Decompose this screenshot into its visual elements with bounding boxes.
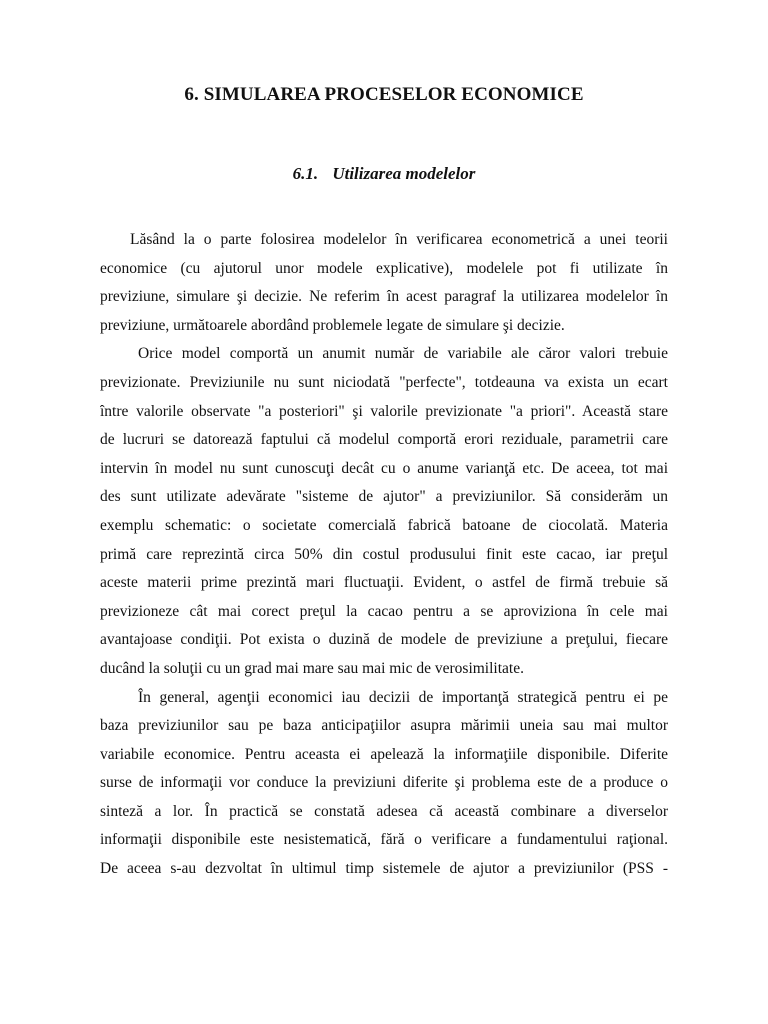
- text-line: Orice model comportă un anumit număr de variabile ale căror valori trebuie: [138, 345, 668, 363]
- text-line: previzionate. Previziunile nu sunt niciodată "perfecte", totdeauna va exista un ecart: [100, 373, 668, 391]
- text-line: avantajoase condiţii. Pot exista o duzină de modele de previziune a preţului, fiecare: [100, 631, 668, 649]
- text-line: ducând la soluţii cu un grad mai mare sau mai mic de verosimilitate.: [100, 659, 524, 677]
- section-heading: [0, 162, 768, 186]
- section-title: Utilizarea modelelor: [332, 164, 476, 183]
- text-line: previziune, următoarele abordând problemele legate de simulare şi decizie.: [100, 316, 565, 334]
- text-line: În general, agenţii economici iau decizii de importanţă strategică pentru ei pe: [138, 688, 668, 706]
- text-line: de lucruri se datorează faptului că modelul comportă erori reziduale, parametrii care: [100, 431, 668, 449]
- text-line: informaţii disponibile este nesistematică, fără o verificare a fundamentului raţional.: [100, 831, 668, 849]
- text-line: intervin în model nu sunt cunoscuţi decât cu o anume varianţă etc. De aceea, tot mai: [100, 459, 668, 477]
- paragraph: [100, 226, 668, 340]
- paragraph: [100, 684, 668, 884]
- text-line: aceste materii prime prezintă mari fluctuaţii. Evident, o astfel de firmă trebuie să: [100, 574, 668, 592]
- body-text: [100, 226, 668, 884]
- text-line: Lăsând la o parte folosirea modelelor în verificarea econometrică a unei teorii: [130, 231, 668, 248]
- text-line: previzioneze cât mai corect preţul la cacao pentru a se aproviziona în cele mai: [100, 602, 668, 620]
- text-line: baza previziunilor sau pe baza anticipaţiilor asupra mărimii uneia sau mai multor: [100, 717, 668, 735]
- text-line: De aceea s-au dezvoltat în ultimul timp sistemele de ajutor a previziunilor (PSS -: [100, 860, 668, 878]
- text-line: primă care reprezintă circa 50% din costul produsului finit este cacao, iar preţul: [100, 545, 668, 563]
- text-line: previziune, simulare şi decizie. Ne referim în acest paragraf la utilizarea modelelor în: [100, 288, 668, 306]
- text-line: exemplu schematic: o societate comercială fabrică batoane de ciocolată. Materia: [100, 516, 668, 534]
- text-line: economice (cu ajutorul unor modele explicative), modelele pot fi utilizate în: [100, 259, 668, 277]
- text-line: des sunt utilizate adevărate "sisteme de ajutor" a previziunilor. Să considerăm un: [100, 488, 668, 506]
- text-line: variabile economice. Pentru aceasta ei apelează la informaţiile disponibile. Diferite: [100, 745, 668, 763]
- section-number: 6.1.: [292, 164, 319, 183]
- paragraph: [100, 340, 668, 683]
- chapter-title: 6. SIMULAREA PROCESELOR ECONOMICE: [184, 84, 584, 105]
- text-line: între valorile observate "a posteriori" şi valorile previzionate "a priori". Această stare: [100, 402, 668, 420]
- text-line: sinteză a lor. În practică se constată adesea că această combinare a diverselor: [100, 802, 668, 820]
- text-line: surse de informaţii vor conduce la previziuni diferite şi problema este de a produce o: [100, 774, 668, 792]
